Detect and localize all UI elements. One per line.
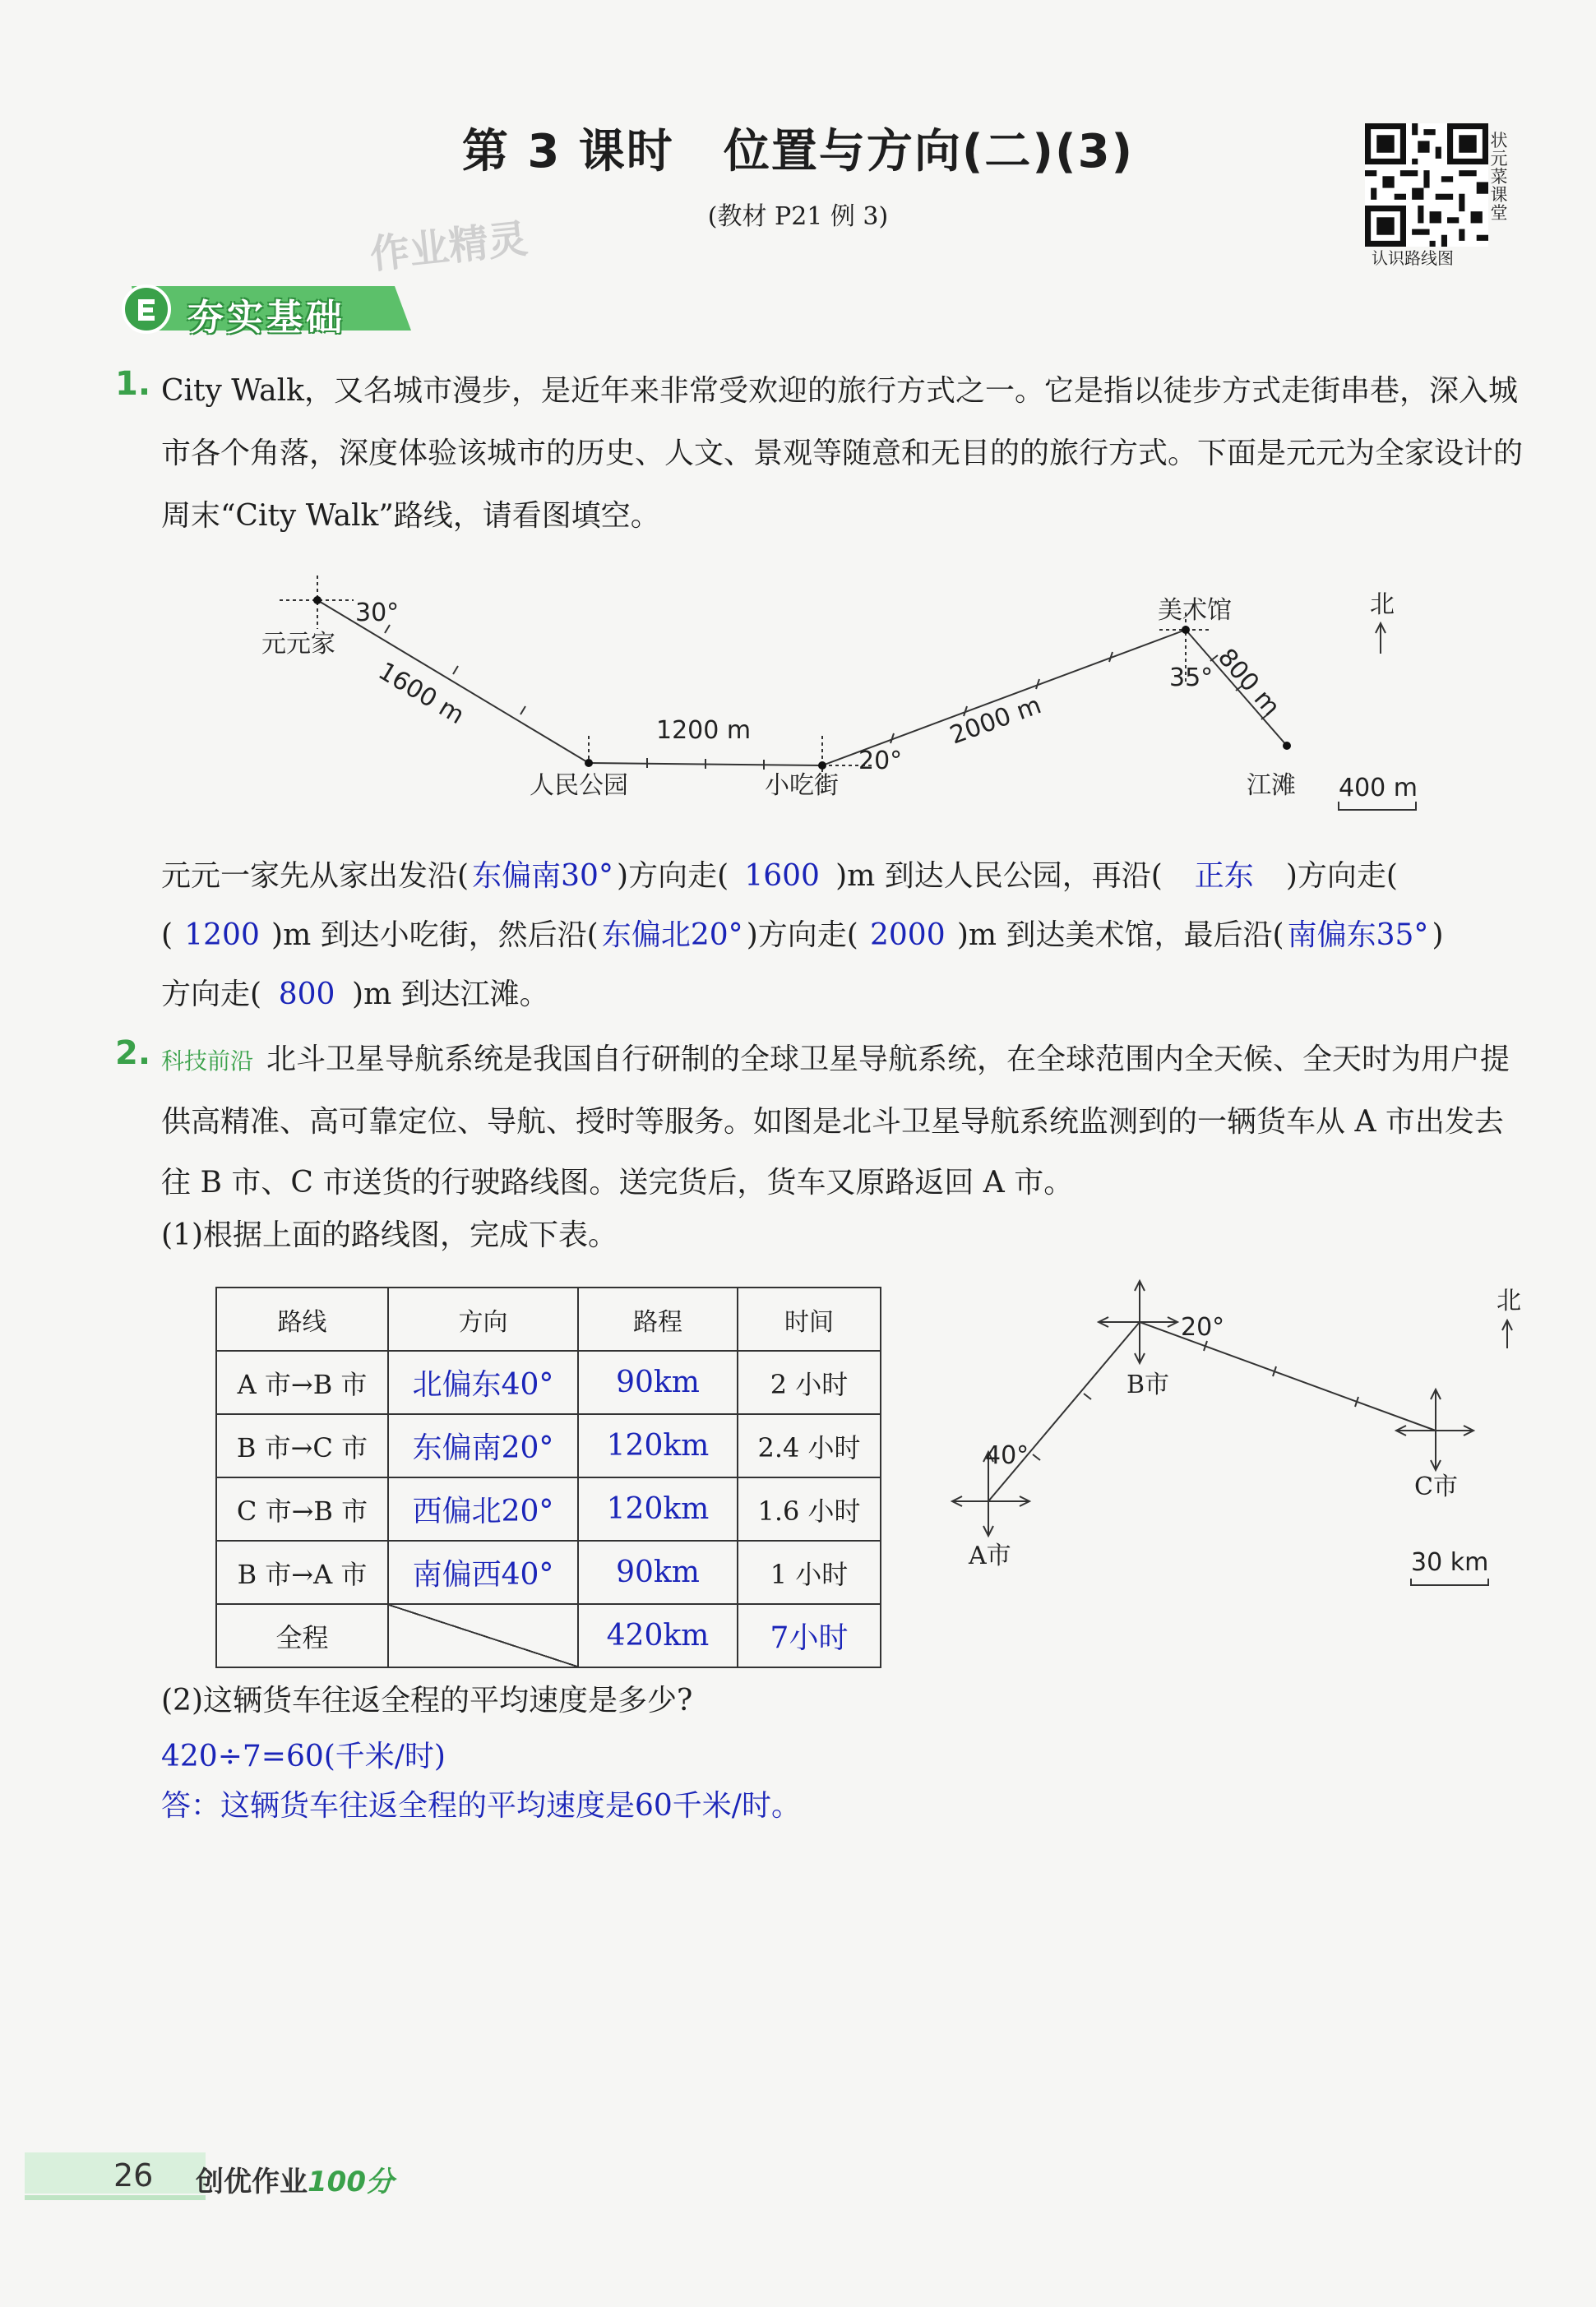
watermark-text: 作业精灵 (368, 215, 530, 279)
cell-route: B 市→A 市 (216, 1541, 388, 1604)
angle-snack: 20° (858, 747, 903, 775)
header-time: 时间 (738, 1288, 881, 1351)
answer-distance-1[interactable]: 1600 (744, 859, 820, 893)
cell-route: A 市→B 市 (216, 1351, 388, 1414)
dist-museum-river: 800 m (1211, 643, 1286, 722)
dist-snack-museum: 2000 m (946, 691, 1045, 751)
part-1-prompt: (1)根据上面的路线图，完成下表。 (161, 1218, 618, 1252)
textbook-reference: (教材 P21 例 3) (707, 202, 889, 231)
scale-label: 400 m (1339, 774, 1418, 802)
cell-direction-answer[interactable]: 西偏北20° (388, 1477, 578, 1541)
cell-time: 2 小时 (738, 1351, 881, 1414)
answer-direction-3[interactable]: 东偏北20° (601, 918, 743, 952)
fill-text: )m 到达美术馆，最后沿( (956, 918, 1284, 952)
angle-b: 20° (1181, 1313, 1225, 1342)
question-1-text: City Walk，又名城市漫步，是近年来非常受欢迎的旅行方式之一。它是指以徒步方式走街串巷，深入城市各个角落，深度体验该城市的历史、人文、景观等随意和无目的的旅行方式。下面是元元为全家设计的周末“City Walk”路线，请看图填空。 (161, 374, 1524, 533)
cell-distance-answer[interactable]: 120km (578, 1414, 738, 1477)
cell-distance-answer[interactable]: 90km (578, 1541, 738, 1604)
cell-route: B 市→C 市 (216, 1414, 388, 1477)
brand-name: 创优作业 (196, 2166, 308, 2198)
answer-sentence[interactable]: 答：这辆货车往返全程的平均速度是60千米/时。 (161, 1789, 801, 1823)
brand-score: 100分 (308, 2166, 394, 2198)
section-label: 夯实基础 (187, 297, 345, 339)
question-1-number: 1. (115, 365, 151, 403)
answer-distance-2[interactable]: 1200 (184, 918, 260, 952)
cell-total-label: 全程 (216, 1604, 388, 1667)
answer-distance-3[interactable]: 2000 (870, 918, 946, 952)
fill-text: )m 到达小吃街，然后沿( (271, 918, 599, 952)
dist-home-park: 1600 m (372, 656, 470, 731)
cell-total-time[interactable]: 7小时 (738, 1604, 881, 1667)
angle-museum: 35° (1169, 663, 1214, 692)
cell-time: 2.4 小时 (738, 1414, 881, 1477)
science-tag: 科技前沿 (161, 1047, 254, 1075)
question-2-body: 北斗卫星导航系统是我国自行研制的全球卫星导航系统，在全球范围内全天候、全天时为用户提供高精准、高可靠定位、导航、授时等服务。如图是北斗卫星导航系统监测到的一辆货车从 A 市出发去往 B 市、C 市送货的行驶路线图。送完货后，货车又原路返回 A 市。 (161, 1043, 1510, 1200)
scale-label: 30 km (1411, 1548, 1489, 1577)
header-distance: 路程 (578, 1288, 738, 1351)
cell-distance-answer[interactable]: 90km (578, 1351, 738, 1414)
qr-caption: 认识路线图 (1372, 248, 1454, 268)
answer-direction-2[interactable]: 正东 (1194, 859, 1254, 893)
brand (196, 2159, 394, 2199)
fill-text: )方向走( (617, 859, 729, 893)
label-city-b: B市 (1126, 1371, 1170, 1399)
calculation[interactable]: 420÷7=60(千米/时) (161, 1740, 446, 1773)
part-2-prompt: (2)这辆货车往返全程的平均速度是多少? (161, 1684, 693, 1718)
fill-text: 元元一家先从家出发沿( (161, 859, 470, 893)
question-2-number: 2. (115, 1034, 151, 1072)
angle-a: 40° (985, 1441, 1029, 1470)
page-number: 26 (113, 2157, 154, 2194)
header-direction: 方向 (388, 1288, 578, 1351)
fill-text: )m 到达江滩。 (352, 978, 549, 1011)
fill-text: ) (1432, 918, 1444, 952)
cell-direction-answer[interactable]: 南偏西40° (388, 1541, 578, 1604)
label-city-a: A市 (969, 1542, 1011, 1570)
label-park: 人民公园 (530, 771, 628, 800)
route-a-b (988, 1322, 1140, 1501)
label-river: 江滩 (1247, 771, 1296, 800)
lesson-topic: 位置与方向(二)(3) (723, 125, 1135, 178)
lesson-label: 第 3 课时 (461, 125, 674, 178)
fill-text: )方向走( (746, 918, 858, 952)
label-museum: 美术馆 (1158, 596, 1232, 625)
qr-side-label: 状元菜课堂 (1490, 131, 1508, 223)
answer-direction-4[interactable]: 南偏东35° (1287, 918, 1429, 952)
cell-direction-answer[interactable]: 东偏南20° (388, 1414, 578, 1477)
label-snack: 小吃街 (765, 771, 839, 800)
label-city-c: C市 (1414, 1473, 1458, 1501)
answer-direction-1[interactable]: 东偏南30° (472, 859, 613, 893)
cell-time: 1.6 小时 (738, 1477, 881, 1541)
fill-text: )方向走( (1285, 859, 1398, 893)
header-route: 路线 (216, 1288, 388, 1351)
fill-text: )m 到达人民公园，再沿( (835, 859, 1163, 893)
cell-distance-answer[interactable]: 120km (578, 1477, 738, 1541)
cell-direction-answer[interactable]: 北偏东40° (388, 1351, 578, 1414)
fill-text: 方向走( (161, 978, 262, 1011)
cell-route: C 市→B 市 (216, 1477, 388, 1541)
answer-distance-4[interactable]: 800 (278, 978, 335, 1011)
dist-park-snack: 1200 m (656, 716, 752, 745)
cell-time: 1 小时 (738, 1541, 881, 1604)
fill-line-2: ( 1200 )m 到达小吃街，然后沿( 东偏北20° )方向走( 2000 )m 到达美术馆，最后沿( 南偏东35° ) (161, 906, 1543, 965)
angle-home: 30° (355, 599, 400, 627)
label-north: 北 (1497, 1287, 1521, 1315)
cell-total-distance[interactable]: 420km (578, 1604, 738, 1667)
label-home: 元元家 (261, 630, 335, 659)
label-north: 北 (1370, 590, 1395, 619)
